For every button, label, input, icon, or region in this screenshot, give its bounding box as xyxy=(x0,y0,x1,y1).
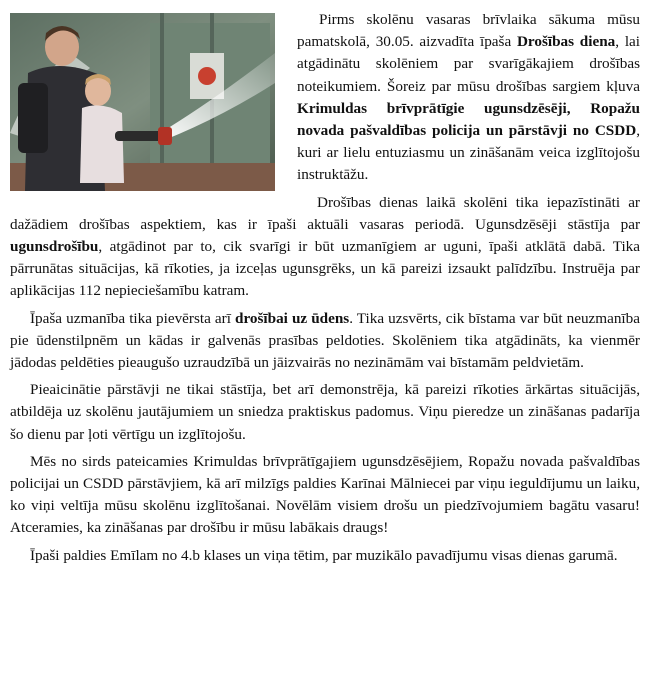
article-paragraph xyxy=(10,451,640,540)
article-paragraph xyxy=(10,545,640,567)
fire-safety-bold: ugunsdrošību xyxy=(10,238,99,256)
firefighting-demo-photo xyxy=(10,13,275,191)
paragraph-text: Pirms skolēnu vasaras brīvlaika sākuma mūsu pamatskolā, 30.05. aizvadīta īpaša xyxy=(297,11,640,51)
paragraph-text: Drošības dienas laikā skolēni tika iepazīstināti ar dažādiem drošības aspektiem, kas ir īpaši aktuāli vasaras periodā. Ugunsdzēsēji stāstīja par xyxy=(10,193,640,233)
article-paragraph xyxy=(10,192,640,303)
event-name-bold: Drošības diena xyxy=(516,33,616,51)
paragraph-text: Īpaša uzmanība tika pievērsta arī xyxy=(30,309,235,327)
paragraph-text: , kuri ar lielu entuziasmu un zināšanām veica izglītojošu instruktāžu. xyxy=(297,122,640,184)
paragraph-text: . Tika uzsvērts, cik bīstama var būt neuzmanība pie ūdenstilpnēm un kādas ir galvenās prasības peldoties. Skolēniem tika atgādināts, ka vienmēr jādodas peldēties pieaugušo uzraudzībā un jāizvairās no nezināmām vai bīstamām peldvietām. xyxy=(10,309,640,372)
paragraph-text: , atgādinot par to, cik svarīgi ir būt uzmanīgiem ar uguni, īpaši atklātā dabā. Tika pārrunātas situācijas, kā rīkoties, ja izceļas ugunsgrēks, un kā pareizi izsaukt palīdzību. Instruēja par aplikācijas 112 nepieciešamību katram. xyxy=(10,238,640,300)
paragraph-text: Īpaši paldies Emīlam no 4.b klases un viņa tētim, par muzikālo pavadījumu visas dienas garumā. xyxy=(30,546,618,564)
article-paragraph xyxy=(10,308,640,375)
paragraph-text: Mēs no sirds pateicamies Krimuldas brīvprātīgajiem ugunsdzēsējiem, Ropažu novada pašvaldības policijai un CSDD pārstāvjiem, kā arī milzīgs paldies Karīnai Mālniecei par viņu ieguldījumu un laiku, ko viņi veltīja mūsu skolēnu izglītošanai. Novēlām visiem drošu un piedzīvojumiem bagātu vasaru! Atceramies, ka zināšanas par drošību ir mūsu labākais draugs! xyxy=(10,452,640,537)
paragraph-text: , lai atgādinātu skolēniem par svarīgākajiem drošības noteikumiem. Šoreiz par mūsu drošības sargiem kļuva xyxy=(297,33,640,95)
organizations-bold: Krimuldas brīvprātīgie ugunsdzēsēji, Ropažu novada pašvaldības policija un pārstāvji no CSDD xyxy=(297,99,640,140)
news-article xyxy=(10,9,640,572)
article-paragraph xyxy=(10,379,640,446)
water-safety-bold: drošībai uz ūdens xyxy=(235,309,350,327)
paragraph-text: Pieaicinātie pārstāvji ne tikai stāstīja, bet arī demonstrēja, kā pareizi rīkoties ārkārtas situācijās, atbildēja uz skolēnu jautājumiem un sniedza praktiskus padomus. Viņu pieredze un zināšanas padarīja šo dienu par ļoti vērtīgu un izglītojošu. xyxy=(10,381,640,443)
